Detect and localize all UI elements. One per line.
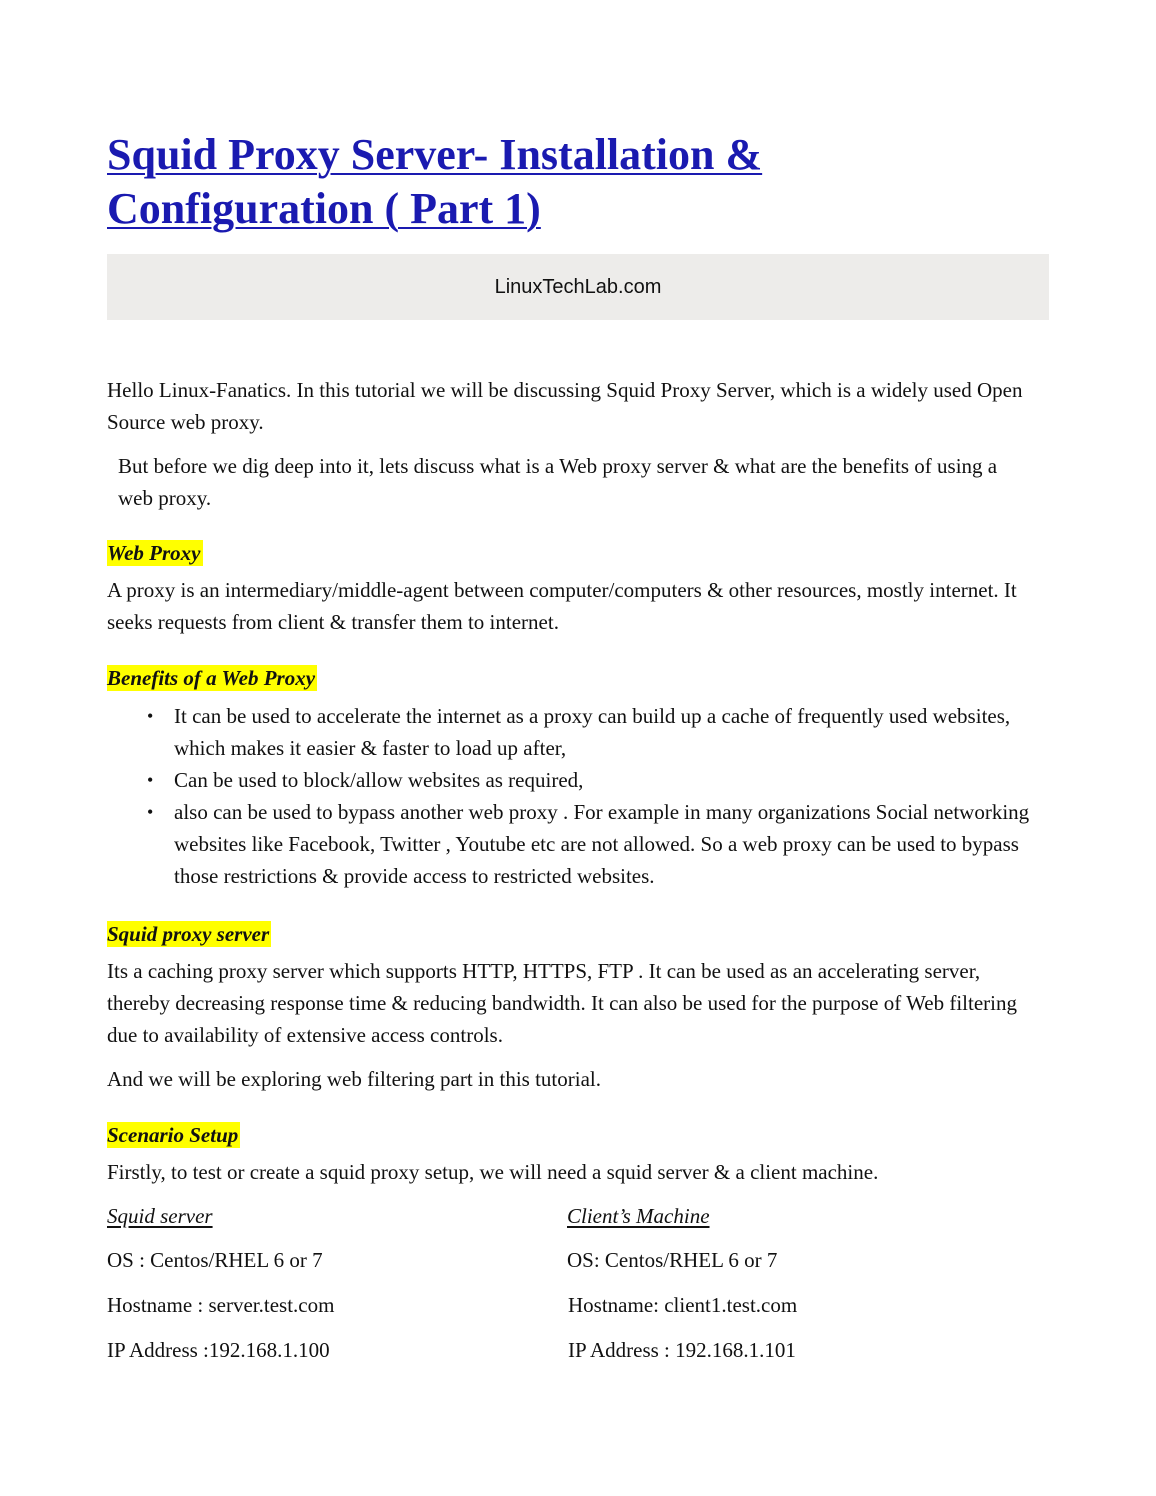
client-ip: IP Address : 192.168.1.101 [568,1338,796,1362]
benefits-list [107,700,1047,892]
client-column-heading: Client’s Machine [567,1204,710,1228]
bullet-icon: • [147,802,154,822]
list-item [107,796,1047,892]
site-banner [107,254,1049,320]
squid-paragraph: Its a caching proxy server which supports HTTP, HTTPS, FTP . It can be used as an accelerating server, thereby decreasing response time & reducing bandwidth. It can also be used for the purpose of Web filtering due to availability of extensive access controls. [107,959,1017,1047]
web-proxy-paragraph: A proxy is an intermediary/middle-agent between computer/computers & other resources, mostly internet. It seeks requests from client & transfer them to internet. [107,578,1017,634]
intro-paragraph-2: But before we dig deep into it, lets discuss what is a Web proxy server & what are the benefits of using a web proxy. [118,454,998,510]
page-title[interactable] [107,128,1007,236]
server-os: OS : Centos/RHEL 6 or 7 [107,1248,323,1272]
scenario-paragraph: Firstly, to test or create a squid proxy setup, we will need a squid server & a client machine. [107,1160,879,1184]
client-os: OS: Centos/RHEL 6 or 7 [567,1248,778,1272]
bullet-icon: • [147,706,154,726]
site-banner-text: LinuxTechLab.com [494,275,662,298]
squid-heading: Squid proxy server [107,922,270,946]
list-item [107,700,1047,764]
server-hostname: Hostname : server.test.com [107,1293,335,1317]
intro-paragraph: Hello Linux-Fanatics. In this tutorial we will be discussing Squid Proxy Server, which is a widely used Open Source web proxy. [107,378,1023,434]
web-proxy-heading: Web Proxy [107,541,201,565]
page-title-line2[interactable]: Configuration ( Part 1) [107,184,541,233]
list-item-text: also can be used to bypass another web proxy . For example in many organizations Social networking websites like Facebook, Twitter , Youtube etc are not allowed. So a web proxy can be used to bypass those restrictions & provide access to restricted websites. [174,800,1030,888]
list-item-text: Can be used to block/allow websites as required, [174,768,584,792]
client-hostname: Hostname: client1.test.com [568,1293,798,1317]
benefits-heading: Benefits of a Web Proxy [107,666,316,690]
page-title-line1[interactable]: Squid Proxy Server- Installation & [107,130,763,179]
server-ip: IP Address :192.168.1.100 [107,1338,330,1362]
bullet-icon: • [147,770,154,790]
scenario-heading: Scenario Setup [107,1123,239,1147]
list-item [107,764,1047,796]
server-column-heading: Squid server [107,1204,213,1228]
list-item-text: It can be used to accelerate the internet as a proxy can build up a cache of frequently used websites, which makes it easier & faster to load up after, [174,704,1011,760]
squid-paragraph-2: And we will be exploring web filtering part in this tutorial. [107,1067,601,1091]
